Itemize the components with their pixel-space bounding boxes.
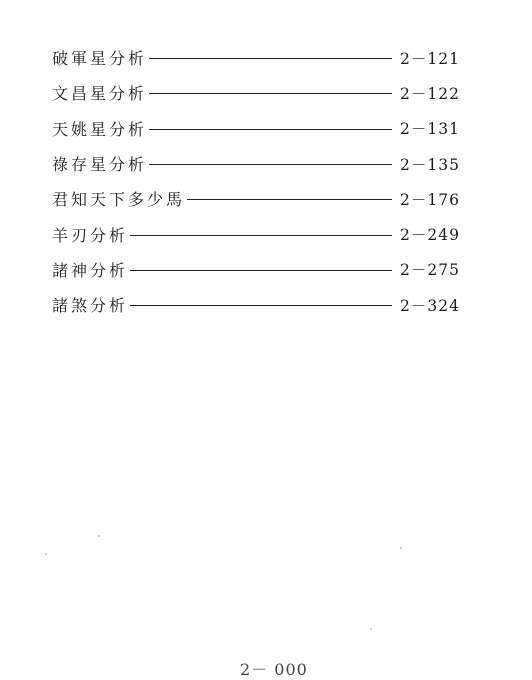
toc-leader-line	[130, 235, 392, 236]
toc-entry-title: 文昌星分析	[52, 84, 148, 104]
toc-entry	[52, 181, 460, 216]
table-of-contents	[52, 40, 460, 322]
toc-leader-line	[149, 164, 392, 165]
toc-entry-page: 2－324	[400, 296, 460, 315]
toc-entry	[52, 146, 460, 181]
toc-leader-line	[149, 93, 392, 94]
toc-entry-page: 2－249	[400, 226, 460, 245]
toc-entry-page: 2－275	[400, 261, 460, 280]
toc-entry	[52, 111, 460, 146]
toc-entry-page: 2－131	[400, 120, 460, 139]
toc-entry-title: 祿存星分析	[52, 155, 148, 175]
page-number: 2－ 000	[240, 660, 308, 679]
toc-entry-page: 2－135	[400, 155, 460, 174]
toc-entry-title: 破軍星分析	[52, 49, 148, 69]
toc-entry	[52, 40, 460, 75]
toc-entry-title: 羊刃分析	[52, 225, 129, 245]
toc-leader-line	[130, 305, 392, 306]
toc-leader-line	[149, 129, 392, 130]
scan-speck	[400, 547, 402, 549]
toc-entry	[52, 252, 460, 287]
toc-entry	[52, 75, 460, 110]
toc-entry-title: 諸神分析	[52, 260, 129, 280]
toc-entry-title: 天姚星分析	[52, 119, 148, 139]
toc-entry	[52, 287, 460, 322]
scan-speck	[98, 535, 100, 537]
toc-entry-page: 2－122	[400, 84, 460, 103]
toc-entry	[52, 216, 460, 251]
toc-leader-line	[149, 58, 392, 59]
scan-speck	[45, 553, 47, 555]
toc-entry-title: 諸煞分析	[52, 296, 129, 316]
toc-entry-page: 2－121	[400, 49, 460, 68]
toc-leader-line	[187, 199, 392, 200]
toc-entry-page: 2－176	[400, 190, 460, 209]
scan-speck	[370, 628, 372, 630]
toc-leader-line	[130, 270, 392, 271]
toc-entry-title: 君知天下多少馬	[52, 190, 186, 210]
